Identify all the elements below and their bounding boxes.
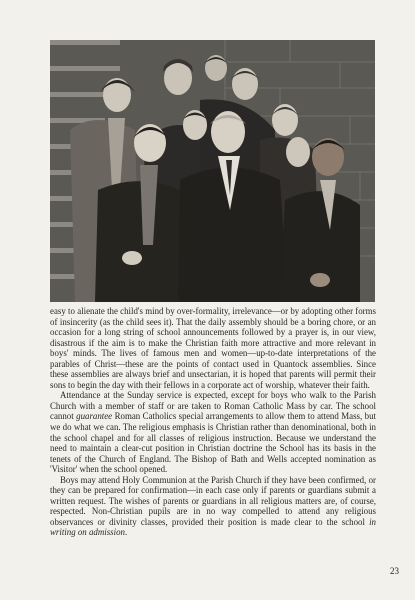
paragraph-1-text: easy to alienate the child's mind by over-formality, irrelevance—or by adopting other forms of insincerity (as the child sees it). That the daily assembly should be a boring chore, or an occasion for a long string of school announcements followed by a prayer is, in our view, disastrous if the aim is to make the Christian faith more attractive and more relevant in boys' minds. The lives of famous men and women—up-to-date interpretations of the parables of Christ—these are the points of contact used in Quantock assemblies. Since these assemblies are always brief and unsectarian, it is hoped that parents will permit their sons to begin the day with their fellows in a corporate act of worship, whatever their faith. xyxy=(50,306,376,390)
group-photo-image xyxy=(50,40,375,302)
paragraph-2-text-b: Roman Catholics special arrangements to allow them to attend Mass, but we do what we can. The religious emphasis is Christian rather than denominational, both in the school chapel and for all classes of religious instruction. Because we understand the need to maintain a clear-cut position in Christian doctrine the School has its basis in the tenets of the Church of England. The Bishop of Bath and Wells accepted nomination as 'Visitor' when the school opened. xyxy=(50,411,376,475)
paragraph-2 xyxy=(50,390,376,474)
body-text xyxy=(50,306,376,538)
paragraph-3-text-a: Boys may attend Holy Communion at the Parish Church if they have been confirmed, or they can be prepared for confirmation—in each case only if parents or guardians submit a written request. The wishes of parents or guardians in all religious matters are, of course, respected. Non-Christian pupils are in no way compelled to attend any religious observances or divinity classes, provided their position is made clear to the school xyxy=(50,474,376,527)
paragraph-2-text-a: Attendance at the Sunday service is expected, except for boys who walk to the Parish Church with a member of staff or are taken to Roman Catholic Mass by car. The school cannot xyxy=(50,390,376,422)
paragraph-3-text-b: . xyxy=(124,527,128,538)
paragraph-3 xyxy=(50,475,376,538)
paragraph-1 xyxy=(50,306,376,390)
paragraph-2-italic: guarantee xyxy=(76,411,113,422)
page-number: 23 xyxy=(390,566,399,576)
paragraph-3-italic: in writing on admission xyxy=(50,516,376,538)
group-photo xyxy=(50,40,375,302)
